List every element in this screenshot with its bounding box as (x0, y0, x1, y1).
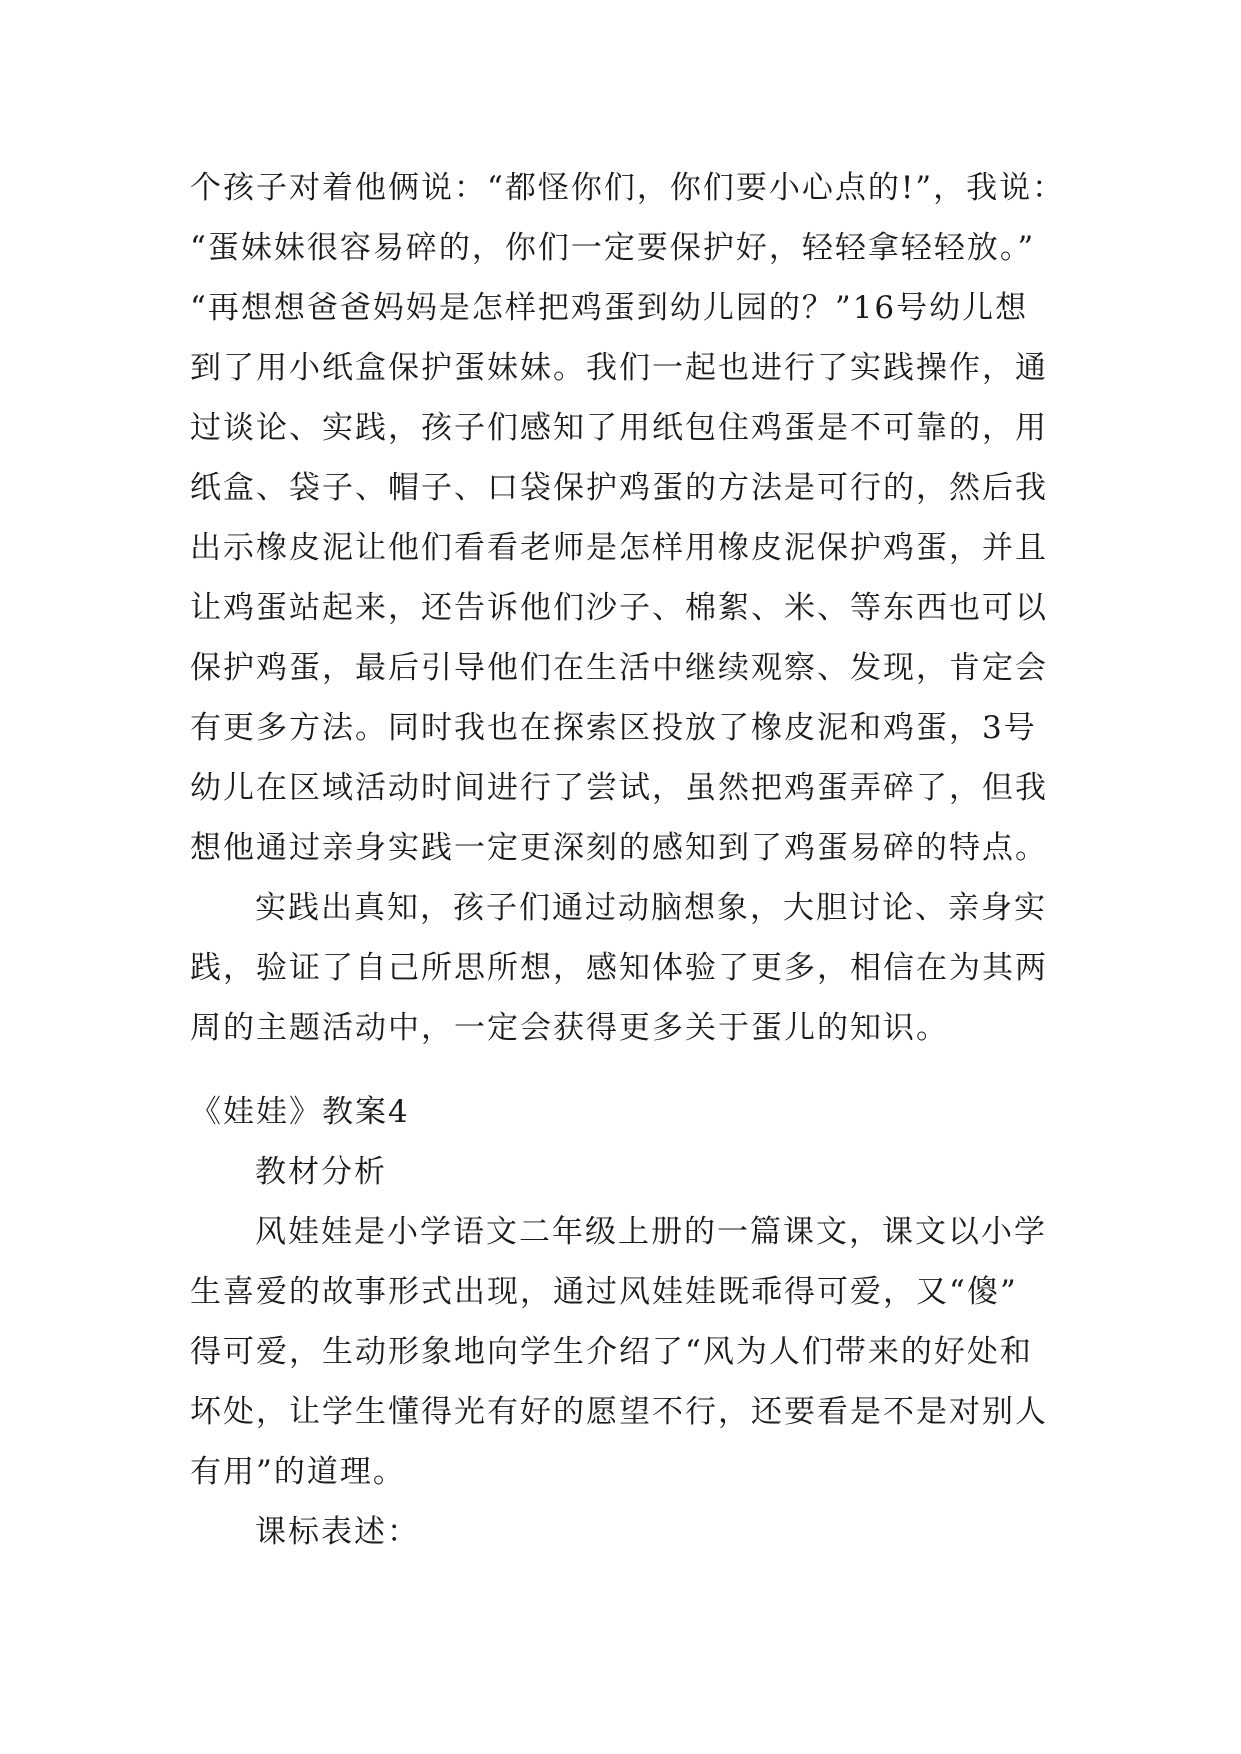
analysis-line: 有用”的道理。 (190, 1454, 406, 1490)
text-line: 让鸡蛋站起来，还告诉他们沙子、棉絮、米、等东西也可以 (190, 590, 1048, 626)
analysis-line: 风娃娃是小学语文二年级上册的一篇课文，课文以小学 (255, 1214, 1047, 1250)
text-line: 幼儿在区域活动时间进行了尝试，虽然把鸡蛋弄碎了，但我 (190, 770, 1048, 806)
analysis-line: 生喜爱的故事形式出现，通过风娃娃既乖得可爱，又“傻” (190, 1274, 1018, 1310)
text-line: 过谈论、实践，孩子们感知了用纸包住鸡蛋是不可靠的，用 (190, 410, 1048, 446)
conclusion-line: 践，验证了自己所思所想，感知体验了更多，相信在为其两 (190, 950, 1048, 986)
text-line: 出示橡皮泥让他们看看老师是怎样用橡皮泥保护鸡蛋，并且 (190, 530, 1048, 566)
text-line: 个孩子对着他俩说：“都怪你们，你们要小心点的!”，我说： (190, 170, 1066, 206)
subheading-material-analysis: 教材分析 (255, 1154, 387, 1190)
text-line: 保护鸡蛋，最后引导他们在生活中继续观察、发现，肯定会 (190, 650, 1048, 686)
analysis-line: 得可爱，生动形象地向学生介绍了“风为人们带来的好处和 (190, 1334, 1033, 1370)
analysis-line: 坏处，让学生懂得光有好的愿望不行，还要看是不是对别人 (190, 1394, 1048, 1430)
conclusion-line: 周的主题活动中，一定会获得更多关于蛋儿的知识。 (190, 1010, 949, 1046)
text-line: “蛋妹妹很容易碎的，你们一定要保护好，轻轻拿轻轻放。” (190, 230, 1036, 266)
text-line: 到了用小纸盒保护蛋妹妹。我们一起也进行了实践操作，通 (190, 350, 1048, 386)
text-line: 想他通过亲身实践一定更深刻的感知到了鸡蛋易碎的特点。 (190, 830, 1048, 866)
subheading-curriculum-standard: 课标表述： (255, 1514, 420, 1550)
conclusion-line: 实践出真知，孩子们通过动脑想象，大胆讨论、亲身实 (255, 890, 1047, 926)
previous-section-text (190, 158, 1066, 1058)
text-line: “再想想爸爸妈妈是怎样把鸡蛋到幼儿园的？”16号幼儿想 (190, 290, 1029, 326)
text-line: 有更多方法。同时我也在探索区投放了橡皮泥和鸡蛋，3号 (190, 710, 1037, 746)
text-line: 纸盒、袋子、帽子、口袋保护鸡蛋的方法是可行的，然后我 (190, 470, 1048, 506)
section-title: 《娃娃》教案4 (190, 1094, 410, 1130)
lesson-plan-section (190, 1082, 1060, 1562)
